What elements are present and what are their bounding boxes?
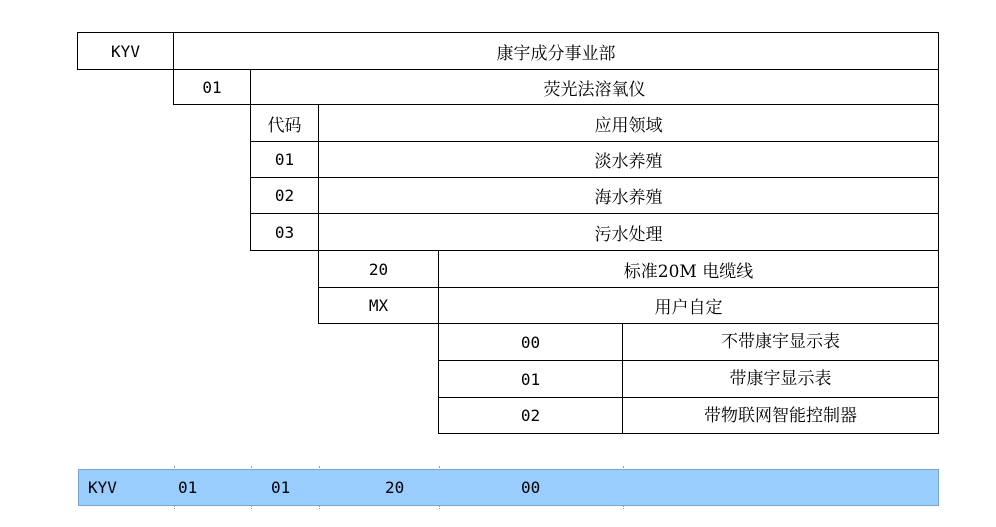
level2-label-cell: [250, 69, 939, 105]
level3-row-code-cell: [250, 177, 319, 214]
level4-row-label: 标准20M 电缆线: [623, 261, 754, 282]
level5-row-code: 02: [520, 406, 541, 425]
level3-header-code: 代码: [267, 115, 302, 136]
level5-row-code-cell: [438, 323, 623, 361]
level4-row-label-cell: [438, 250, 939, 288]
level3-row-code-cell: [250, 141, 319, 178]
level1-label-cell: [173, 32, 939, 70]
level5-row-label-cell: [622, 323, 939, 361]
level3-row-code-cell: [250, 213, 319, 251]
model-example-segment: 01: [178, 478, 198, 497]
level5-row-label: 带物联网智能控制器: [704, 405, 857, 426]
level5-row-label-cell: [622, 397, 939, 434]
level3-row-label-cell: [318, 141, 939, 178]
level5-row-label: 带康宇显示表: [729, 369, 832, 389]
level5-row-label-cell: [622, 360, 939, 398]
level5-row-code-cell: [438, 360, 623, 398]
level1-code: KYV: [111, 41, 140, 61]
level3-row-label: 污水处理: [594, 224, 663, 245]
level1-label: 康宇成分事业部: [496, 43, 616, 64]
model-example-segment: KYV: [88, 478, 117, 497]
model-example-segment: 01: [271, 478, 291, 497]
level3-header-label: 应用领域: [594, 115, 663, 136]
level2-code: 01: [202, 77, 222, 97]
level4-row-label: 用户自定: [654, 298, 723, 318]
level5-row-label: 不带康宇显示表: [721, 332, 840, 352]
level3-header-code-cell: [250, 104, 319, 142]
level3-row-code: 01: [274, 150, 295, 169]
level4-row-label-cell: [438, 287, 939, 324]
level3-row-label: 淡水养殖: [594, 152, 663, 172]
level4-row-code: 20: [368, 259, 389, 279]
level2-code-cell: [173, 69, 251, 105]
level5-row-code: 00: [520, 332, 541, 352]
level1-code-cell: [77, 32, 174, 70]
level5-row-code-cell: [438, 397, 623, 434]
level3-row-code: 02: [274, 186, 295, 205]
level4-row-code-cell: [318, 287, 439, 324]
model-example-segment: 20: [385, 478, 405, 497]
level5-row-code: 01: [520, 369, 541, 389]
level3-header-label-cell: [318, 104, 939, 142]
level3-row-label-cell: [318, 177, 939, 214]
level3-row-label: 海水养殖: [594, 188, 663, 208]
level2-label: 荧光法溶氧仪: [543, 79, 646, 100]
level3-row-code: 03: [274, 222, 295, 242]
level4-row-code: MX: [368, 296, 389, 315]
model-example-segment: 00: [521, 478, 541, 497]
model-example-bar: [78, 469, 939, 506]
level3-row-label-cell: [318, 213, 939, 251]
level4-row-code-cell: [318, 250, 439, 288]
